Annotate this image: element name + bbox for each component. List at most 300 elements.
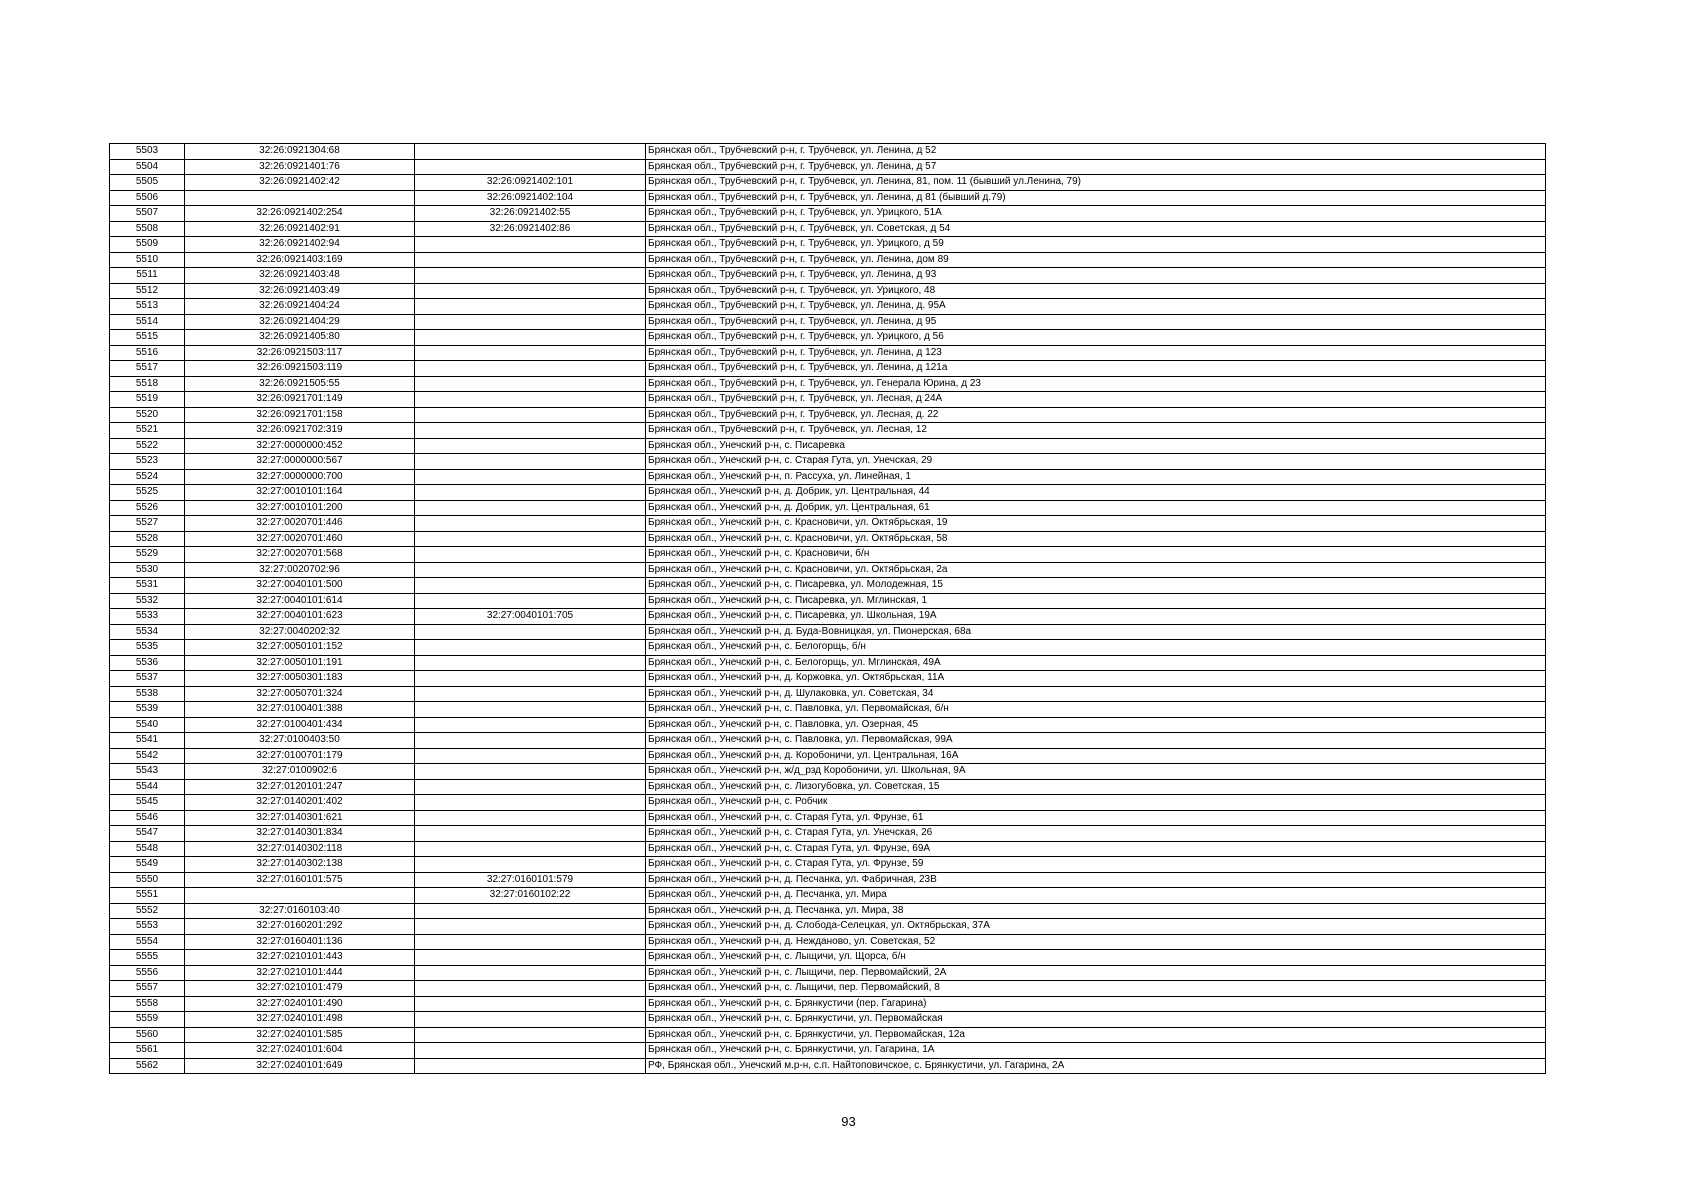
cadastral-number-cell: 32:26:0921304:68 (185, 144, 415, 160)
related-cadastral-number-cell (415, 950, 646, 966)
address-cell: Брянская обл., Унечский р-н, с. Старая Гута, ул. Фрунзе, 69А (646, 841, 1546, 857)
address-cell: Брянская обл., Унечский р-н, д. Добрик, ул. Центральная, 44 (646, 485, 1546, 501)
cadastral-number-cell: 32:27:0160401:136 (185, 934, 415, 950)
cadastral-number-cell: 32:27:0040101:614 (185, 593, 415, 609)
address-cell: Брянская обл., Трубчевский р-н, г. Трубчевск, ул. Урицкого, 51А (646, 206, 1546, 222)
related-cadastral-number-cell (415, 469, 646, 485)
table-row (110, 996, 1546, 1012)
address-cell: Брянская обл., Унечский р-н, с. Лыщичи, пер. Первомайский, 2А (646, 965, 1546, 981)
related-cadastral-number-cell (415, 593, 646, 609)
cadastral-number-cell: 32:27:0160201:292 (185, 919, 415, 935)
table-row (110, 283, 1546, 299)
row-number-cell: 5555 (110, 950, 185, 966)
related-cadastral-number-cell (415, 671, 646, 687)
cadastral-number-cell: 32:27:0020702:96 (185, 562, 415, 578)
address-cell: Брянская обл., Унечский р-н, д. Песчанка, ул. Мира, 38 (646, 903, 1546, 919)
row-number-cell: 5543 (110, 764, 185, 780)
related-cadastral-number-cell (415, 702, 646, 718)
related-cadastral-number-cell: 32:27:0040101:705 (415, 609, 646, 625)
table-row (110, 764, 1546, 780)
table-row (110, 903, 1546, 919)
related-cadastral-number-cell: 32:26:0921402:101 (415, 175, 646, 191)
cadastral-number-cell: 32:26:0921403:169 (185, 252, 415, 268)
cadastral-number-cell: 32:26:0921701:158 (185, 407, 415, 423)
row-number-cell: 5503 (110, 144, 185, 160)
address-cell: Брянская обл., Унечский р-н, с. Павловка, ул. Первомайская, б/н (646, 702, 1546, 718)
row-number-cell: 5549 (110, 857, 185, 873)
related-cadastral-number-cell (415, 841, 646, 857)
cadastral-number-cell: 32:27:0160103:40 (185, 903, 415, 919)
related-cadastral-number-cell (415, 919, 646, 935)
table-row (110, 454, 1546, 470)
address-cell: Брянская обл., Унечский р-н, с. Робчик (646, 795, 1546, 811)
row-number-cell: 5512 (110, 283, 185, 299)
table-row (110, 578, 1546, 594)
related-cadastral-number-cell (415, 903, 646, 919)
related-cadastral-number-cell (415, 144, 646, 160)
address-cell: Брянская обл., Трубчевский р-н, г. Трубчевск, ул. Лесная, д 24А (646, 392, 1546, 408)
related-cadastral-number-cell (415, 547, 646, 563)
related-cadastral-number-cell (415, 1012, 646, 1028)
cadastral-number-cell: 32:26:0921505:55 (185, 376, 415, 392)
cadastral-number-cell: 32:27:0000000:452 (185, 438, 415, 454)
table-row (110, 717, 1546, 733)
cadastral-number-cell: 32:27:0040101:500 (185, 578, 415, 594)
cadastral-number-cell: 32:27:0040101:623 (185, 609, 415, 625)
table-row (110, 810, 1546, 826)
row-number-cell: 5535 (110, 640, 185, 656)
row-number-cell: 5527 (110, 516, 185, 532)
address-cell: Брянская обл., Унечский р-н, с. Писаревка, ул. Школьная, 19А (646, 609, 1546, 625)
cadastral-number-cell: 32:27:0120101:247 (185, 779, 415, 795)
table-row (110, 547, 1546, 563)
table-row (110, 795, 1546, 811)
cadastral-number-cell: 32:27:0050101:152 (185, 640, 415, 656)
row-number-cell: 5521 (110, 423, 185, 439)
address-cell: Брянская обл., Унечский р-н, с. Белогорщь, б/н (646, 640, 1546, 656)
table-row (110, 392, 1546, 408)
table-row (110, 748, 1546, 764)
row-number-cell: 5556 (110, 965, 185, 981)
address-cell: Брянская обл., Унечский р-н, д. Слобода-Селецкая, ул. Октябрьская, 37А (646, 919, 1546, 935)
address-cell: Брянская обл., Унечский р-н, с. Красновичи, ул. Октябрьская, 2а (646, 562, 1546, 578)
row-number-cell: 5530 (110, 562, 185, 578)
cadastral-number-cell: 32:26:0921402:91 (185, 221, 415, 237)
cadastral-number-cell: 32:27:0240101:604 (185, 1043, 415, 1059)
table-row (110, 965, 1546, 981)
related-cadastral-number-cell (415, 392, 646, 408)
row-number-cell: 5525 (110, 485, 185, 501)
table-row (110, 221, 1546, 237)
row-number-cell: 5510 (110, 252, 185, 268)
row-number-cell: 5506 (110, 190, 185, 206)
cadastral-number-cell: 32:27:0020701:446 (185, 516, 415, 532)
address-cell: Брянская обл., Унечский р-н, с. Старая Гута, ул. Унечская, 26 (646, 826, 1546, 842)
related-cadastral-number-cell (415, 268, 646, 284)
cadastral-number-cell (185, 888, 415, 904)
address-cell: Брянская обл., Унечский р-н, с. Лизогубовка, ул. Советская, 15 (646, 779, 1546, 795)
row-number-cell: 5514 (110, 314, 185, 330)
row-number-cell: 5508 (110, 221, 185, 237)
table-row (110, 841, 1546, 857)
related-cadastral-number-cell (415, 764, 646, 780)
cadastral-number-cell: 32:26:0921404:24 (185, 299, 415, 315)
related-cadastral-number-cell (415, 299, 646, 315)
row-number-cell: 5516 (110, 345, 185, 361)
table-row (110, 826, 1546, 842)
row-number-cell: 5551 (110, 888, 185, 904)
related-cadastral-number-cell: 32:27:0160102:22 (415, 888, 646, 904)
related-cadastral-number-cell (415, 686, 646, 702)
row-number-cell: 5538 (110, 686, 185, 702)
row-number-cell: 5532 (110, 593, 185, 609)
row-number-cell: 5542 (110, 748, 185, 764)
related-cadastral-number-cell (415, 1043, 646, 1059)
related-cadastral-number-cell (415, 655, 646, 671)
table-row (110, 237, 1546, 253)
cadastral-number-cell: 32:26:0921401:76 (185, 159, 415, 175)
cadastral-number-cell: 32:27:0050301:183 (185, 671, 415, 687)
address-cell: Брянская обл., Унечский р-н, д. Шулаковка, ул. Советская, 34 (646, 686, 1546, 702)
address-cell: Брянская обл., Унечский р-н, ж/д_рзд Коробоничи, ул. Школьная, 9А (646, 764, 1546, 780)
cadastral-number-cell: 32:27:0140302:138 (185, 857, 415, 873)
table-row (110, 485, 1546, 501)
table-row (110, 640, 1546, 656)
address-cell: Брянская обл., Унечский р-н, с. Красновичи, б/н (646, 547, 1546, 563)
row-number-cell: 5560 (110, 1027, 185, 1043)
related-cadastral-number-cell: 32:27:0160101:579 (415, 872, 646, 888)
table-row (110, 500, 1546, 516)
address-cell: Брянская обл., Унечский р-н, с. Старая Гута, ул. Фрунзе, 61 (646, 810, 1546, 826)
cadastral-number-cell: 32:26:0921402:42 (185, 175, 415, 191)
table-row (110, 981, 1546, 997)
table-row (110, 469, 1546, 485)
row-number-cell: 5553 (110, 919, 185, 935)
cadastral-number-cell: 32:26:0921702:319 (185, 423, 415, 439)
row-number-cell: 5507 (110, 206, 185, 222)
address-cell: Брянская обл., Трубчевский р-н, г. Трубчевск, ул. Лесная, д. 22 (646, 407, 1546, 423)
row-number-cell: 5526 (110, 500, 185, 516)
related-cadastral-number-cell (415, 237, 646, 253)
related-cadastral-number-cell (415, 624, 646, 640)
related-cadastral-number-cell (415, 640, 646, 656)
address-cell: Брянская обл., Трубчевский р-н, г. Трубчевск, ул. Урицкого, д 59 (646, 237, 1546, 253)
table-row (110, 314, 1546, 330)
related-cadastral-number-cell (415, 965, 646, 981)
related-cadastral-number-cell (415, 996, 646, 1012)
related-cadastral-number-cell (415, 810, 646, 826)
row-number-cell: 5515 (110, 330, 185, 346)
address-cell: Брянская обл., Трубчевский р-н, г. Трубчевск, ул. Генерала Юрина, д 23 (646, 376, 1546, 392)
address-cell: Брянская обл., Унечский р-н, с. Писаревка, ул. Мглинская, 1 (646, 593, 1546, 609)
cadastral-number-cell: 32:26:0921701:149 (185, 392, 415, 408)
page-number: 93 (841, 1114, 856, 1129)
row-number-cell: 5529 (110, 547, 185, 563)
row-number-cell: 5517 (110, 361, 185, 377)
address-cell: Брянская обл., Унечский р-н, с. Лыщичи, ул. Щорса, б/н (646, 950, 1546, 966)
address-cell: Брянская обл., Унечский р-н, с. Красновичи, ул. Октябрьская, 19 (646, 516, 1546, 532)
related-cadastral-number-cell (415, 1027, 646, 1043)
address-cell: Брянская обл., Унечский р-н, с. Брянкустичи, ул. Первомайская, 12а (646, 1027, 1546, 1043)
related-cadastral-number-cell (415, 717, 646, 733)
address-cell: Брянская обл., Унечский р-н, с. Брянкустичи, ул. Первомайская (646, 1012, 1546, 1028)
related-cadastral-number-cell (415, 252, 646, 268)
table-row (110, 950, 1546, 966)
address-cell: Брянская обл., Унечский р-н, с. Брянкустичи, ул. Гагарина, 1А (646, 1043, 1546, 1059)
table-row (110, 438, 1546, 454)
table-row (110, 655, 1546, 671)
address-cell: Брянская обл., Унечский р-н, с. Лыщичи, пер. Первомайский, 8 (646, 981, 1546, 997)
table-row (110, 702, 1546, 718)
row-number-cell: 5554 (110, 934, 185, 950)
related-cadastral-number-cell (415, 531, 646, 547)
row-number-cell: 5539 (110, 702, 185, 718)
cadastral-number-cell: 32:27:0100401:434 (185, 717, 415, 733)
related-cadastral-number-cell (415, 345, 646, 361)
related-cadastral-number-cell (415, 159, 646, 175)
row-number-cell: 5534 (110, 624, 185, 640)
row-number-cell: 5550 (110, 872, 185, 888)
table-row (110, 206, 1546, 222)
address-cell: Брянская обл., Трубчевский р-н, г. Трубчевск, ул. Лесная, 12 (646, 423, 1546, 439)
table-row (110, 562, 1546, 578)
table-row (110, 345, 1546, 361)
cadastral-number-cell: 32:27:0240101:490 (185, 996, 415, 1012)
related-cadastral-number-cell (415, 795, 646, 811)
table-row (110, 516, 1546, 532)
address-cell: Брянская обл., Унечский р-н, с. Старая Гута, ул. Фрунзе, 59 (646, 857, 1546, 873)
row-number-cell: 5524 (110, 469, 185, 485)
address-cell: Брянская обл., Унечский р-н, с. Белогорщь, ул. Мглинская, 49А (646, 655, 1546, 671)
cadastral-number-cell: 32:27:0020701:460 (185, 531, 415, 547)
cadastral-number-cell: 32:27:0210101:443 (185, 950, 415, 966)
row-number-cell: 5546 (110, 810, 185, 826)
cadastral-number-cell: 32:27:0210101:479 (185, 981, 415, 997)
cadastral-number-cell: 32:27:0100403:50 (185, 733, 415, 749)
address-cell: Брянская обл., Унечский р-н, д. Добрик, ул. Центральная, 61 (646, 500, 1546, 516)
row-number-cell: 5518 (110, 376, 185, 392)
table-row (110, 624, 1546, 640)
address-cell: Брянская обл., Унечский р-н, с. Старая Гута, ул. Унечская, 29 (646, 454, 1546, 470)
row-number-cell: 5533 (110, 609, 185, 625)
address-cell: Брянская обл., Унечский р-н, д. Песчанка, ул. Фабричная, 23В (646, 872, 1546, 888)
table-row (110, 190, 1546, 206)
cadastral-number-cell: 32:26:0921404:29 (185, 314, 415, 330)
address-cell: Брянская обл., Трубчевский р-н, г. Трубчевск, ул. Ленина, д 123 (646, 345, 1546, 361)
cadastral-number-cell: 32:26:0921503:117 (185, 345, 415, 361)
cadastral-number-cell: 32:26:0921405:80 (185, 330, 415, 346)
address-cell: Брянская обл., Унечский р-н, с. Павловка, ул. Озерная, 45 (646, 717, 1546, 733)
related-cadastral-number-cell (415, 438, 646, 454)
related-cadastral-number-cell (415, 779, 646, 795)
table-row (110, 934, 1546, 950)
address-cell: Брянская обл., Трубчевский р-н, г. Трубчевск, ул. Ленина, д. 95А (646, 299, 1546, 315)
table-row (110, 376, 1546, 392)
address-cell: Брянская обл., Трубчевский р-н, г. Трубчевск, ул. Ленина, д 81 (бывший д.79) (646, 190, 1546, 206)
address-cell: Брянская обл., Унечский р-н, д. Буда-Вовницкая, ул. Пионерская, 68а (646, 624, 1546, 640)
cadastral-number-cell: 32:27:0210101:444 (185, 965, 415, 981)
table-row (110, 733, 1546, 749)
row-number-cell: 5522 (110, 438, 185, 454)
address-cell: Брянская обл., Унечский р-н, с. Брянкустичи (пер. Гагарина) (646, 996, 1546, 1012)
address-cell: Брянская обл., Трубчевский р-н, г. Трубчевск, ул. Ленина, дом 89 (646, 252, 1546, 268)
related-cadastral-number-cell (415, 485, 646, 501)
cadastral-number-cell: 32:27:0100401:388 (185, 702, 415, 718)
row-number-cell: 5559 (110, 1012, 185, 1028)
cadastral-number-cell: 32:27:0140301:834 (185, 826, 415, 842)
cadastral-number-cell: 32:27:0010101:200 (185, 500, 415, 516)
address-cell: Брянская обл., Трубчевский р-н, г. Трубчевск, ул. Ленина, д 93 (646, 268, 1546, 284)
row-number-cell: 5547 (110, 826, 185, 842)
row-number-cell: 5544 (110, 779, 185, 795)
address-cell: Брянская обл., Трубчевский р-н, г. Трубчевск, ул. Ленина, 81, пом. 11 (бывший ул.Ленина, 79) (646, 175, 1546, 191)
table-row (110, 361, 1546, 377)
table-row (110, 330, 1546, 346)
cadastral-number-cell: 32:27:0240101:585 (185, 1027, 415, 1043)
table-row (110, 593, 1546, 609)
cadastral-number-cell: 32:27:0050101:191 (185, 655, 415, 671)
address-cell: Брянская обл., Трубчевский р-н, г. Трубчевск, ул. Урицкого, д 56 (646, 330, 1546, 346)
related-cadastral-number-cell (415, 857, 646, 873)
table-row (110, 671, 1546, 687)
row-number-cell: 5540 (110, 717, 185, 733)
cadastral-number-cell: 32:27:0140301:621 (185, 810, 415, 826)
row-number-cell: 5558 (110, 996, 185, 1012)
table-row (110, 423, 1546, 439)
related-cadastral-number-cell (415, 376, 646, 392)
table-row (110, 919, 1546, 935)
row-number-cell: 5562 (110, 1058, 185, 1074)
row-number-cell: 5561 (110, 1043, 185, 1059)
cadastral-number-cell: 32:26:0921403:49 (185, 283, 415, 299)
cadastral-number-cell: 32:27:0100701:179 (185, 748, 415, 764)
property-registry-table (109, 143, 1546, 1074)
row-number-cell: 5541 (110, 733, 185, 749)
address-cell: Брянская обл., Унечский р-н, д. Песчанка, ул. Мира (646, 888, 1546, 904)
related-cadastral-number-cell (415, 454, 646, 470)
related-cadastral-number-cell: 32:26:0921402:86 (415, 221, 646, 237)
table-row (110, 175, 1546, 191)
address-cell: Брянская обл., Трубчевский р-н, г. Трубчевск, ул. Ленина, д 95 (646, 314, 1546, 330)
cadastral-number-cell: 32:27:0100902:6 (185, 764, 415, 780)
related-cadastral-number-cell (415, 361, 646, 377)
related-cadastral-number-cell (415, 934, 646, 950)
address-cell: Брянская обл., Трубчевский р-н, г. Трубчевск, ул. Советская, д 54 (646, 221, 1546, 237)
related-cadastral-number-cell (415, 330, 646, 346)
table-row (110, 1012, 1546, 1028)
related-cadastral-number-cell (415, 1058, 646, 1074)
table-row (110, 609, 1546, 625)
cadastral-number-cell: 32:27:0000000:567 (185, 454, 415, 470)
address-cell: Брянская обл., Трубчевский р-н, г. Трубчевск, ул. Ленина, д 52 (646, 144, 1546, 160)
cadastral-number-cell: 32:26:0921402:94 (185, 237, 415, 253)
row-number-cell: 5545 (110, 795, 185, 811)
related-cadastral-number-cell (415, 314, 646, 330)
table-row (110, 159, 1546, 175)
table-row (110, 268, 1546, 284)
cadastral-number-cell: 32:27:0000000:700 (185, 469, 415, 485)
related-cadastral-number-cell (415, 826, 646, 842)
cadastral-number-cell: 32:27:0240101:498 (185, 1012, 415, 1028)
row-number-cell: 5557 (110, 981, 185, 997)
row-number-cell: 5531 (110, 578, 185, 594)
cadastral-number-cell: 32:27:0240101:649 (185, 1058, 415, 1074)
address-cell: Брянская обл., Унечский р-н, с. Красновичи, ул. Октябрьская, 58 (646, 531, 1546, 547)
row-number-cell: 5537 (110, 671, 185, 687)
address-cell: Брянская обл., Унечский р-н, п. Рассуха, ул. Линейная, 1 (646, 469, 1546, 485)
row-number-cell: 5511 (110, 268, 185, 284)
address-cell: Брянская обл., Унечский р-н, с. Писаревка, ул. Молодежная, 15 (646, 578, 1546, 594)
row-number-cell: 5552 (110, 903, 185, 919)
row-number-cell: 5519 (110, 392, 185, 408)
address-cell: Брянская обл., Унечский р-н, с. Писаревка (646, 438, 1546, 454)
table-row (110, 872, 1546, 888)
table-row (110, 407, 1546, 423)
cadastral-number-cell: 32:27:0020701:568 (185, 547, 415, 563)
address-cell: Брянская обл., Трубчевский р-н, г. Трубчевск, ул. Урицкого, 48 (646, 283, 1546, 299)
related-cadastral-number-cell (415, 500, 646, 516)
table-row (110, 144, 1546, 160)
row-number-cell: 5513 (110, 299, 185, 315)
cadastral-number-cell: 32:26:0921402:254 (185, 206, 415, 222)
table-row (110, 531, 1546, 547)
row-number-cell: 5536 (110, 655, 185, 671)
related-cadastral-number-cell (415, 423, 646, 439)
address-cell: Брянская обл., Трубчевский р-н, г. Трубчевск, ул. Ленина, д 57 (646, 159, 1546, 175)
related-cadastral-number-cell: 32:26:0921402:55 (415, 206, 646, 222)
table-row (110, 1027, 1546, 1043)
row-number-cell: 5505 (110, 175, 185, 191)
address-cell: Брянская обл., Трубчевский р-н, г. Трубчевск, ул. Ленина, д 121а (646, 361, 1546, 377)
address-cell: Брянская обл., Унечский р-н, с. Павловка, ул. Первомайская, 99А (646, 733, 1546, 749)
table-row (110, 686, 1546, 702)
row-number-cell: 5523 (110, 454, 185, 470)
cadastral-number-cell: 32:27:0140302:118 (185, 841, 415, 857)
cadastral-number-cell: 32:26:0921403:48 (185, 268, 415, 284)
related-cadastral-number-cell (415, 407, 646, 423)
table-row (110, 299, 1546, 315)
related-cadastral-number-cell (415, 283, 646, 299)
row-number-cell: 5528 (110, 531, 185, 547)
table-row (110, 1043, 1546, 1059)
cadastral-number-cell: 32:27:0040202:32 (185, 624, 415, 640)
registry-table-body (110, 144, 1546, 1074)
related-cadastral-number-cell (415, 562, 646, 578)
cadastral-number-cell: 32:27:0160101:575 (185, 872, 415, 888)
address-cell: Брянская обл., Унечский р-н, д. Нежданово, ул. Советская, 52 (646, 934, 1546, 950)
related-cadastral-number-cell (415, 516, 646, 532)
address-cell: Брянская обл., Унечский р-н, д. Коробоничи, ул. Центральная, 16А (646, 748, 1546, 764)
table-row (110, 888, 1546, 904)
address-cell: РФ, Брянская обл., Унечский м.р-н, с.п. Найтоповичское, с. Брянкустичи, ул. Гагарина, 2А (646, 1058, 1546, 1074)
table-row (110, 1058, 1546, 1074)
table-row (110, 252, 1546, 268)
related-cadastral-number-cell (415, 981, 646, 997)
cadastral-number-cell: 32:27:0050701:324 (185, 686, 415, 702)
cadastral-number-cell: 32:27:0010101:164 (185, 485, 415, 501)
cadastral-number-cell: 32:27:0140201:402 (185, 795, 415, 811)
table-row (110, 857, 1546, 873)
related-cadastral-number-cell (415, 748, 646, 764)
address-cell: Брянская обл., Унечский р-н, д. Коржовка, ул. Октябрьская, 11А (646, 671, 1546, 687)
row-number-cell: 5504 (110, 159, 185, 175)
row-number-cell: 5509 (110, 237, 185, 253)
related-cadastral-number-cell (415, 733, 646, 749)
table-row (110, 779, 1546, 795)
related-cadastral-number-cell (415, 578, 646, 594)
row-number-cell: 5548 (110, 841, 185, 857)
cadastral-number-cell: 32:26:0921503:119 (185, 361, 415, 377)
